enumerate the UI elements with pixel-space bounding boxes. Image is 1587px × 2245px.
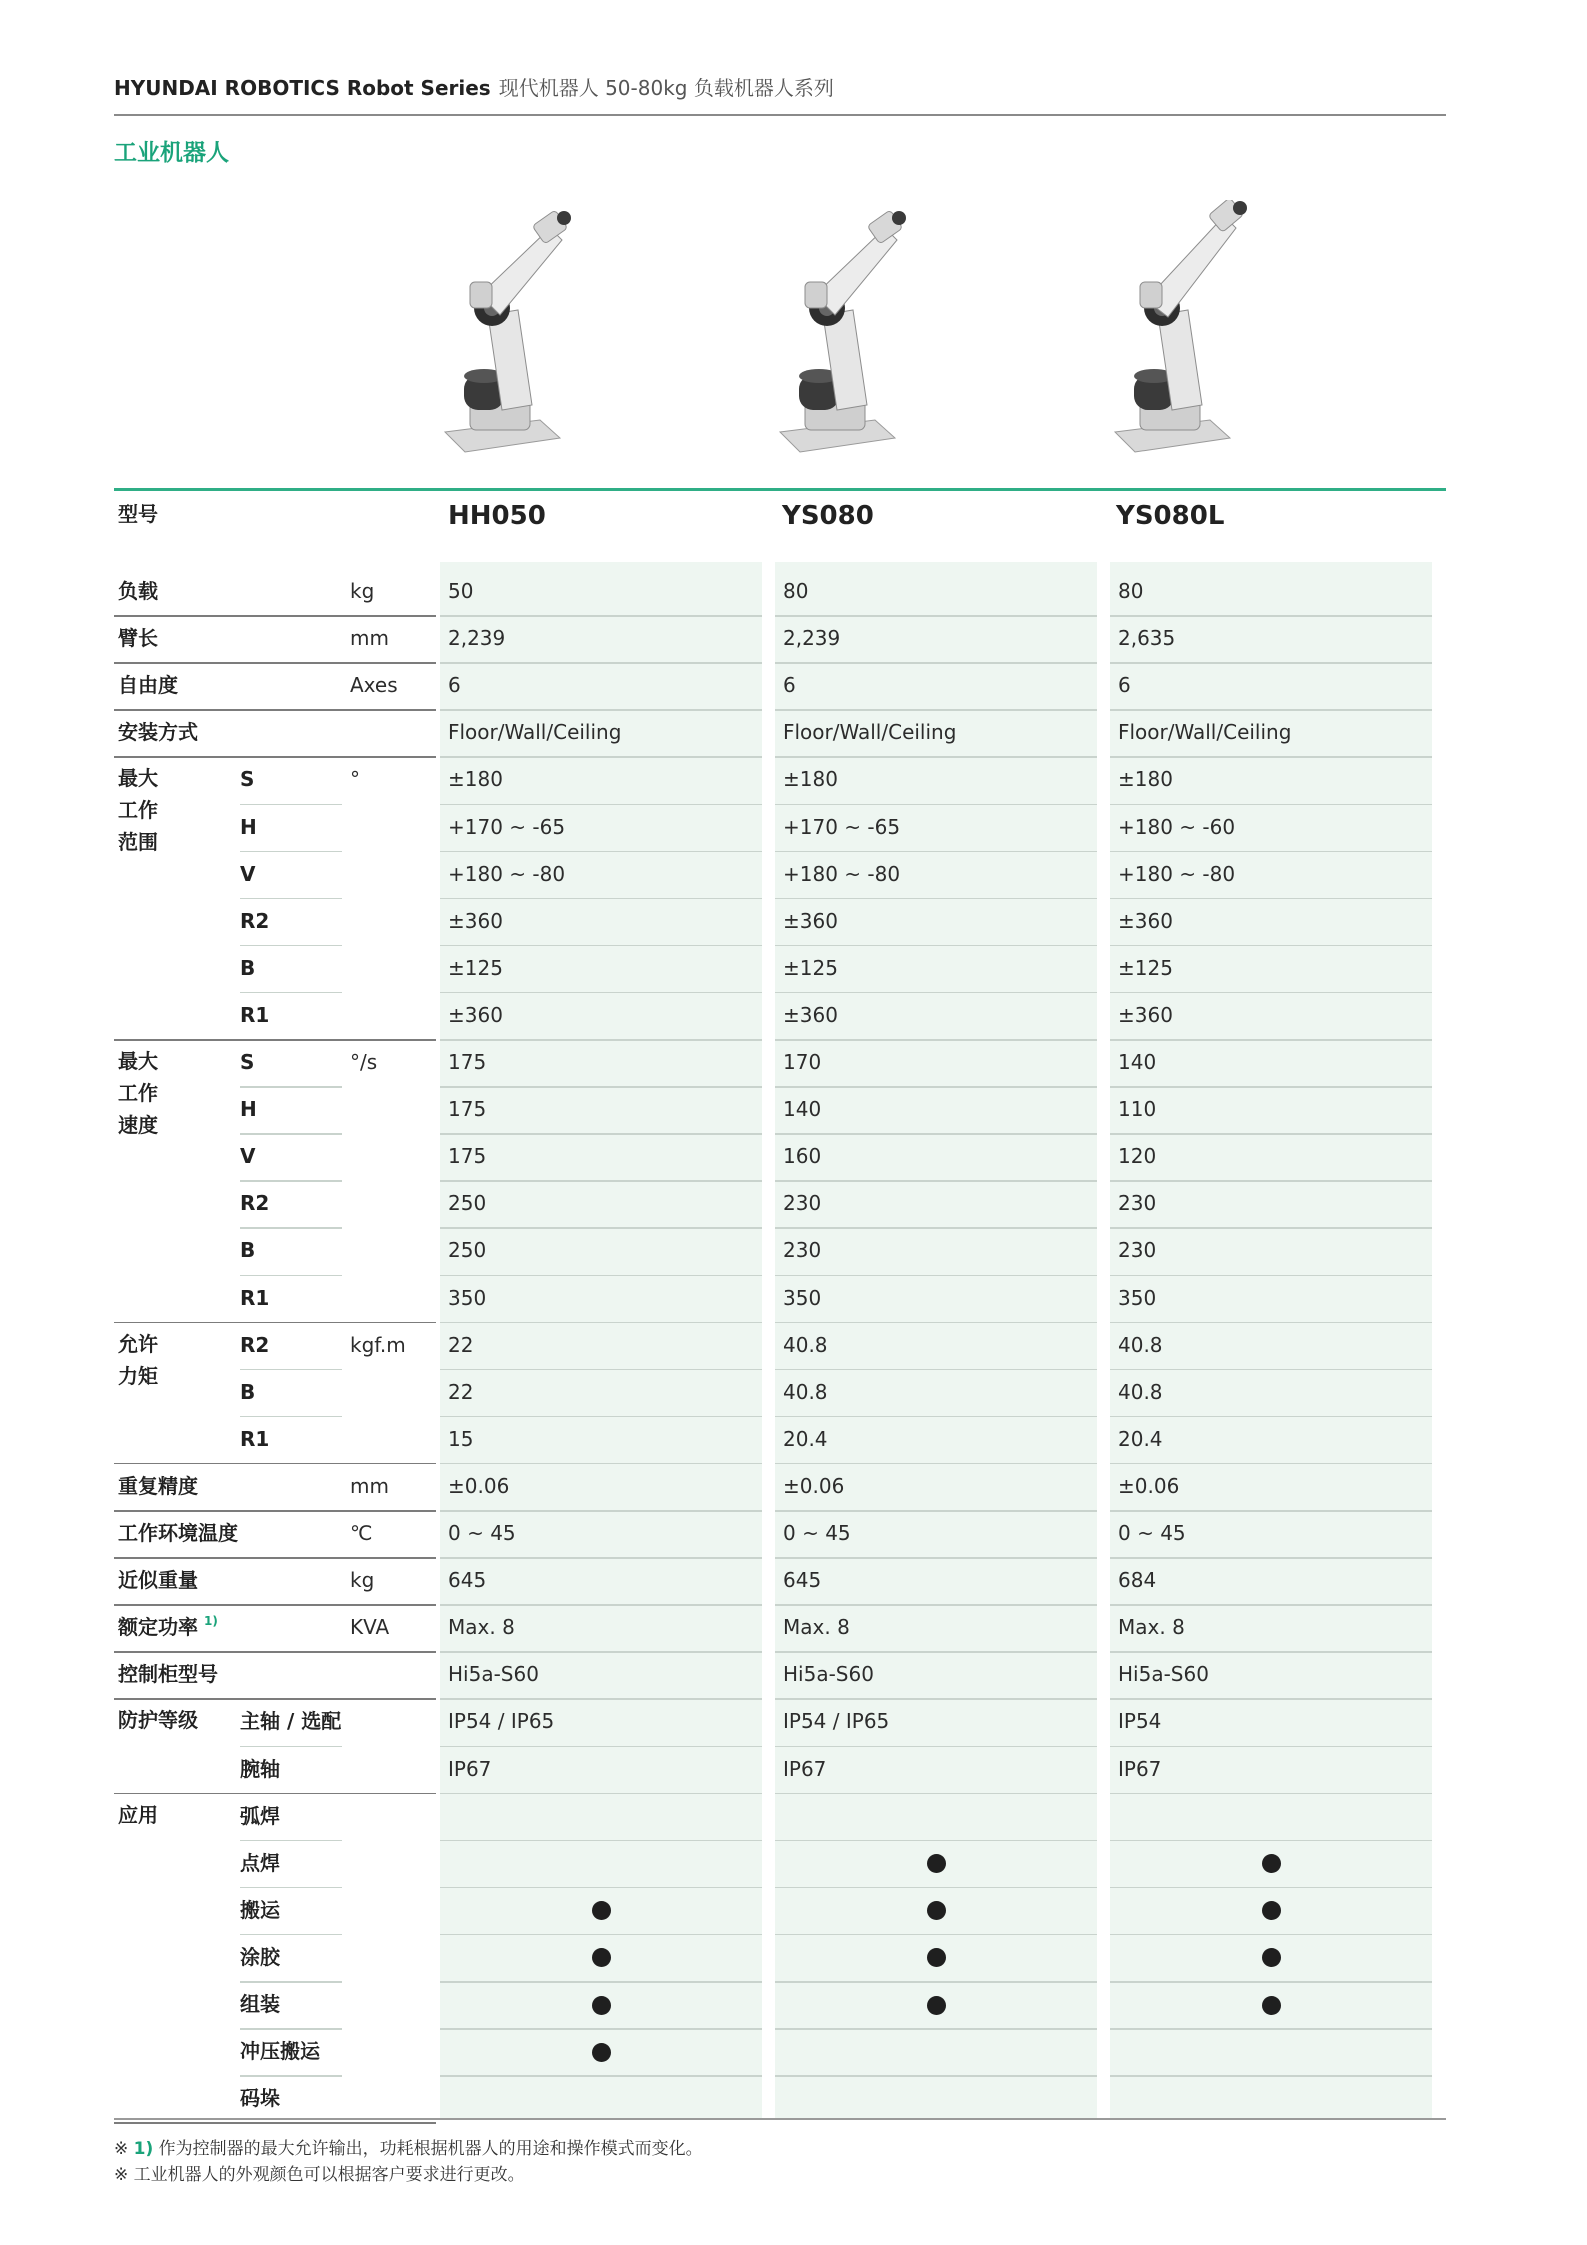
row-divider: [240, 851, 342, 853]
row-group-label: 最大 工作 速度: [118, 1049, 158, 1137]
cell-divider: [1110, 898, 1432, 900]
spec-value: Hi5a-S60: [448, 1662, 539, 1687]
cell-divider: [440, 2028, 762, 2030]
spec-value: 6: [1118, 673, 1131, 698]
row-divider: [240, 1369, 342, 1371]
spec-value: 2,635: [1118, 626, 1176, 651]
spec-value: 645: [783, 1568, 822, 1593]
cell-divider: [775, 1463, 1097, 1465]
spec-value: 22: [448, 1379, 474, 1404]
row-divider: [114, 756, 436, 758]
row-group-label: 防护等级: [118, 1708, 198, 1733]
spec-value: +170 ~ -65: [783, 814, 901, 839]
row-divider: [240, 1887, 342, 1889]
row-sub-label: V: [240, 861, 256, 886]
spec-value: 160: [783, 1144, 822, 1169]
cell-divider: [440, 1227, 762, 1229]
spec-value: IP54 / IP65: [783, 1709, 890, 1734]
footnote-2: [114, 2160, 525, 2185]
row-sub-label: 涂胶: [240, 1944, 280, 1969]
footnote-1-mark: ※: [114, 2139, 129, 2159]
spec-value: 350: [448, 1285, 487, 1310]
footnote-1-number: 1): [133, 2139, 154, 2159]
cell-divider: [440, 1840, 762, 1842]
spec-value: Max. 8: [448, 1615, 515, 1640]
row-divider: [240, 1275, 342, 1277]
spec-value: 230: [783, 1191, 822, 1216]
row-unit: ℃: [350, 1521, 373, 1545]
row-sub-label: 组装: [240, 1992, 280, 2016]
row-divider: [240, 945, 342, 947]
spec-value: 40.8: [783, 1332, 828, 1357]
spec-value: ±0.06: [783, 1473, 845, 1498]
row-sub-label: B: [240, 1379, 256, 1404]
row-divider: [114, 1463, 436, 1465]
row-label: 负载: [118, 579, 158, 603]
row-sub-label: R1: [240, 1002, 270, 1027]
spec-value: 6: [783, 673, 796, 698]
cell-divider: [440, 1510, 762, 1512]
row-label: 额定功率: [118, 1615, 198, 1640]
cell-divider: [1110, 709, 1432, 711]
row-sub-label: 腕轴: [240, 1756, 280, 1781]
spec-value: IP67: [448, 1756, 492, 1781]
row-divider: [240, 804, 342, 806]
spec-value: 230: [1118, 1191, 1157, 1216]
cell-divider: [775, 1227, 1097, 1229]
spec-value: 684: [1118, 1568, 1157, 1593]
cell-divider: [1110, 1887, 1432, 1889]
cell-divider: [440, 1934, 762, 1936]
spec-value: 350: [1118, 1285, 1157, 1310]
cell-divider: [775, 1557, 1097, 1559]
spec-value: +180 ~ -80: [783, 861, 901, 886]
cell-divider: [440, 1133, 762, 1135]
cell-divider: [775, 662, 1097, 664]
row-sub-label: 搬运: [240, 1897, 280, 1922]
model-name-ys080: YS080: [782, 501, 874, 531]
cell-divider: [775, 1039, 1097, 1041]
cell-divider: [775, 615, 1097, 617]
spec-value: 250: [448, 1191, 487, 1216]
spec-value: Floor/Wall/Ceiling: [1118, 720, 1292, 745]
spec-value: ±360: [448, 908, 503, 933]
row-divider: [114, 1322, 436, 1324]
spec-value: Hi5a-S60: [783, 1662, 874, 1687]
footnote-ref: 1): [204, 1614, 218, 1629]
row-divider: [114, 1793, 436, 1795]
robot-hh050-image: [440, 200, 580, 460]
header-divider: [114, 114, 1446, 116]
row-divider: [240, 1840, 342, 1842]
spec-value: 80: [783, 579, 809, 603]
spec-value: 0 ~ 45: [448, 1521, 516, 1545]
cell-divider: [775, 1086, 1097, 1088]
cell-divider: [440, 709, 762, 711]
row-label: 安装方式: [118, 720, 198, 745]
spec-value: +180 ~ -80: [1118, 861, 1236, 886]
row-label: 重复精度: [118, 1473, 198, 1498]
row-sub-label: B: [240, 1238, 256, 1263]
row-unit: °: [350, 767, 360, 792]
cell-divider: [440, 756, 762, 758]
cell-divider: [775, 851, 1097, 853]
spec-value: ±360: [1118, 1002, 1173, 1027]
row-sub-label: R2: [240, 908, 270, 933]
row-label: 近似重量: [118, 1568, 198, 1593]
row-sub-label: H: [240, 1097, 257, 1122]
cell-divider: [440, 1275, 762, 1277]
cell-divider: [1110, 851, 1432, 853]
application-dot: [592, 1996, 611, 2015]
cell-divider: [440, 1463, 762, 1465]
spec-value: Max. 8: [783, 1615, 850, 1640]
cell-divider: [1110, 1510, 1432, 1512]
spec-value: 175: [448, 1050, 487, 1074]
row-divider: [114, 615, 436, 617]
model-header-row: [114, 496, 1446, 546]
spec-value: 175: [448, 1144, 487, 1169]
cell-divider: [775, 992, 1097, 994]
spec-value: IP67: [783, 1756, 827, 1781]
row-divider: [114, 662, 436, 664]
spec-value: ±0.06: [448, 1473, 510, 1498]
spec-value: ±180: [448, 767, 503, 792]
cell-divider: [1110, 1180, 1432, 1182]
row-sub-label: R1: [240, 1426, 270, 1451]
cell-divider: [1110, 1934, 1432, 1936]
cell-divider: [440, 1651, 762, 1653]
cell-divider: [775, 945, 1097, 947]
row-divider: [240, 1934, 342, 1936]
row-sub-label: B: [240, 955, 256, 980]
application-dot: [1262, 1996, 1281, 2015]
cell-divider: [775, 1604, 1097, 1606]
cell-divider: [440, 1180, 762, 1182]
spec-value: ±125: [783, 955, 838, 980]
spec-value: 0 ~ 45: [1118, 1521, 1186, 1545]
cell-divider: [1110, 1133, 1432, 1135]
row-sub-label: 点焊: [240, 1850, 280, 1875]
cell-divider: [440, 1746, 762, 1748]
spec-value: 250: [448, 1238, 487, 1263]
cell-divider: [1110, 1463, 1432, 1465]
cell-divider: [1110, 804, 1432, 806]
cell-divider: [440, 1322, 762, 1324]
cell-divider: [440, 1698, 762, 1700]
cell-divider: [775, 1698, 1097, 1700]
cell-divider: [1110, 992, 1432, 994]
spec-value: ±180: [1118, 767, 1173, 792]
cell-divider: [775, 1651, 1097, 1653]
spec-value: ±360: [783, 1002, 838, 1027]
spec-value: 0 ~ 45: [783, 1521, 851, 1545]
row-divider: [114, 2122, 436, 2124]
cell-divider: [1110, 1416, 1432, 1418]
spec-value: IP54: [1118, 1709, 1162, 1734]
row-divider: [240, 1227, 342, 1229]
table-top-rule: [114, 488, 1446, 491]
row-divider: [240, 1746, 342, 1748]
spec-value: 20.4: [783, 1426, 828, 1451]
cell-divider: [1110, 1039, 1432, 1041]
row-unit: °/s: [350, 1050, 378, 1074]
row-divider: [114, 1557, 436, 1559]
spec-value: 80: [1118, 579, 1144, 603]
row-divider: [240, 2028, 342, 2030]
spec-value: ±180: [783, 767, 838, 792]
spec-value: 40.8: [1118, 1332, 1163, 1357]
spec-value: 15: [448, 1426, 474, 1451]
row-divider: [240, 1981, 342, 1983]
spec-value: +170 ~ -65: [448, 814, 566, 839]
row-label: 控制柜型号: [118, 1662, 218, 1687]
spec-value: Max. 8: [1118, 1615, 1185, 1640]
cell-divider: [440, 898, 762, 900]
cell-divider: [1110, 2075, 1432, 2077]
row-divider: [240, 1416, 342, 1418]
cell-divider: [775, 1887, 1097, 1889]
row-sub-label: 冲压搬运: [240, 2039, 320, 2064]
row-divider: [240, 898, 342, 900]
cell-divider: [1110, 1275, 1432, 1277]
cell-divider: [440, 1416, 762, 1418]
row-label: 工作环境温度: [118, 1521, 238, 1545]
spec-value: 110: [1118, 1097, 1157, 1122]
section-title: 工业机器人: [114, 140, 229, 166]
robot-ys080-image: [775, 200, 915, 460]
row-sub-label: R2: [240, 1332, 270, 1357]
cell-divider: [775, 1322, 1097, 1324]
row-label: 自由度: [118, 673, 178, 698]
spec-value: Hi5a-S60: [1118, 1662, 1209, 1687]
cell-divider: [1110, 1322, 1432, 1324]
spec-value: +180 ~ -60: [1118, 814, 1236, 839]
row-unit: mm: [350, 626, 389, 651]
cell-divider: [775, 1369, 1097, 1371]
cell-divider: [1110, 1698, 1432, 1700]
row-divider: [240, 992, 342, 994]
spec-value: IP54 / IP65: [448, 1709, 555, 1734]
cell-divider: [440, 1793, 762, 1795]
row-divider: [240, 1133, 342, 1135]
cell-divider: [775, 756, 1097, 758]
spec-value: ±125: [448, 955, 503, 980]
cell-divider: [775, 1981, 1097, 1983]
cell-divider: [440, 1039, 762, 1041]
series-subtitle: 现代机器人 50-80kg 负载机器人系列: [498, 76, 834, 100]
cell-divider: [775, 2075, 1097, 2077]
cell-divider: [1110, 1746, 1432, 1748]
footnote-1: [114, 2134, 703, 2159]
row-divider: [114, 709, 436, 711]
spec-value: ±0.06: [1118, 1473, 1180, 1498]
row-divider: [240, 1180, 342, 1182]
cell-divider: [440, 1086, 762, 1088]
row-sub-label: S: [240, 1050, 255, 1074]
cell-divider: [440, 1981, 762, 1983]
cell-divider: [775, 1510, 1097, 1512]
spec-value: 230: [783, 1238, 822, 1263]
row-divider: [114, 1510, 436, 1512]
cell-divider: [1110, 1651, 1432, 1653]
spec-value: 120: [1118, 1144, 1157, 1169]
cell-divider: [440, 615, 762, 617]
row-unit: kgf.m: [350, 1332, 406, 1357]
row-sub-label: R1: [240, 1285, 270, 1310]
cell-divider: [775, 804, 1097, 806]
cell-divider: [440, 804, 762, 806]
spec-value: ±360: [1118, 908, 1173, 933]
cell-divider: [1110, 615, 1432, 617]
cell-divider: [440, 662, 762, 664]
brand-title: HYUNDAI ROBOTICS Robot Series: [114, 76, 491, 100]
row-sub-label: 主轴 / 选配: [240, 1709, 342, 1734]
cell-divider: [775, 709, 1097, 711]
row-divider: [240, 1086, 342, 1088]
spec-value: 2,239: [448, 626, 506, 651]
cell-divider: [775, 898, 1097, 900]
row-unit: mm: [350, 1473, 389, 1498]
model-name-hh050: HH050: [448, 501, 546, 531]
cell-divider: [775, 1793, 1097, 1795]
row-divider: [114, 1604, 436, 1606]
cell-divider: [1110, 1840, 1432, 1842]
spec-value: +180 ~ -80: [448, 861, 566, 886]
spec-value: ±360: [448, 1002, 503, 1027]
footnote-2-text: 工业机器人的外观颜色可以根据客户要求进行更改。: [133, 2165, 525, 2185]
row-divider: [114, 1698, 436, 1700]
cell-divider: [1110, 945, 1432, 947]
cell-divider: [440, 1369, 762, 1371]
cell-divider: [775, 1840, 1097, 1842]
spec-value: ±360: [783, 908, 838, 933]
footnote-2-mark: ※: [114, 2165, 129, 2185]
row-group-label: 应用: [118, 1802, 158, 1827]
spec-value: 140: [783, 1097, 822, 1122]
cell-divider: [775, 1275, 1097, 1277]
cell-divider: [440, 945, 762, 947]
row-unit: Axes: [350, 673, 398, 698]
row-sub-label: 弧焊: [240, 1803, 280, 1828]
cell-divider: [440, 992, 762, 994]
cell-divider: [1110, 756, 1432, 758]
spec-value: 170: [783, 1050, 822, 1074]
row-group-label: 允许 力矩: [118, 1331, 158, 1388]
cell-divider: [775, 2028, 1097, 2030]
spec-value: Floor/Wall/Ceiling: [783, 720, 957, 745]
spec-value: Floor/Wall/Ceiling: [448, 720, 622, 745]
cell-divider: [1110, 1793, 1432, 1795]
application-dot: [927, 1996, 946, 2015]
row-group-label: 最大 工作 范围: [118, 766, 158, 855]
cell-divider: [775, 1416, 1097, 1418]
cell-divider: [440, 851, 762, 853]
spec-value: 40.8: [1118, 1379, 1163, 1404]
spec-value: 50: [448, 579, 474, 603]
spec-value: 175: [448, 1097, 487, 1122]
row-unit: kg: [350, 1568, 375, 1593]
spec-value: 40.8: [783, 1379, 828, 1404]
spec-value: 2,239: [783, 626, 841, 651]
table-bottom-rule: [114, 2118, 1446, 2120]
model-label: 型号: [118, 502, 158, 526]
cell-divider: [1110, 1557, 1432, 1559]
row-sub-label: S: [240, 767, 255, 792]
cell-divider: [440, 1604, 762, 1606]
row-unit: KVA: [350, 1615, 390, 1640]
spec-value: 20.4: [1118, 1426, 1163, 1451]
row-sub-label: 码垛: [240, 2086, 280, 2111]
cell-divider: [440, 1887, 762, 1889]
cell-divider: [1110, 1604, 1432, 1606]
spec-value: 22: [448, 1332, 474, 1357]
row-divider: [240, 2075, 342, 2077]
spec-value: 230: [1118, 1238, 1157, 1263]
cell-divider: [440, 1557, 762, 1559]
spec-value: 6: [448, 673, 461, 698]
footnote-1-text: 作为控制器的最大允许输出，功耗根据机器人的用途和操作模式而变化。: [158, 2139, 703, 2159]
row-divider: [114, 1651, 436, 1653]
spec-value: 645: [448, 1568, 487, 1593]
cell-divider: [1110, 2028, 1432, 2030]
spec-value: IP67: [1118, 1756, 1162, 1781]
row-sub-label: H: [240, 814, 257, 839]
row-unit: kg: [350, 579, 375, 603]
cell-divider: [775, 1133, 1097, 1135]
page-header: [114, 72, 1444, 112]
cell-divider: [775, 1180, 1097, 1182]
cell-divider: [775, 1934, 1097, 1936]
row-label: 臂长: [118, 626, 158, 651]
row-divider: [114, 1039, 436, 1041]
spec-value: 350: [783, 1285, 822, 1310]
robot-ys080l-image: [1110, 200, 1250, 460]
spec-value: 140: [1118, 1050, 1157, 1074]
cell-divider: [1110, 1369, 1432, 1371]
cell-divider: [775, 1746, 1097, 1748]
cell-divider: [440, 2075, 762, 2077]
application-dot: [592, 2043, 611, 2062]
cell-divider: [1110, 1086, 1432, 1088]
spec-value: ±125: [1118, 955, 1173, 980]
model-name-ys080l: YS080L: [1116, 501, 1225, 531]
cell-divider: [1110, 1981, 1432, 1983]
cell-divider: [1110, 662, 1432, 664]
row-sub-label: V: [240, 1144, 256, 1169]
cell-divider: [1110, 1227, 1432, 1229]
row-sub-label: R2: [240, 1191, 270, 1216]
